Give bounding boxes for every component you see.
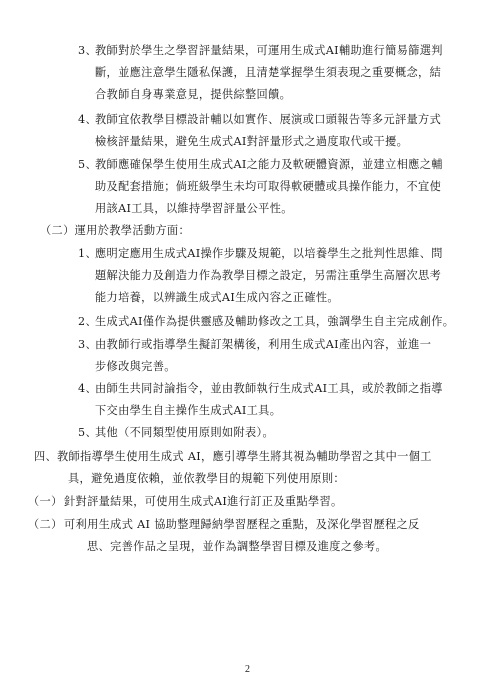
subsection-title: 運用於教學活動方面： bbox=[74, 224, 191, 237]
item-text-line: 教師宜依教學目標設計輔以如實作、展演或口頭報告等多元評量方式 bbox=[95, 113, 442, 126]
item-text-line: 針對評量結果，可使用生成式AI進行訂正及重點學習。 bbox=[64, 495, 343, 508]
list-item bbox=[78, 378, 443, 422]
item-text-line: 教師應確保學生使用生成式AI之能力及軟硬體資源，並建立相應之輔 bbox=[95, 158, 443, 171]
item-text-line: 助及配套措施；倘班級學生未均可取得軟硬體或具操作能力，不宜使 bbox=[95, 180, 442, 193]
item-text-line: 教師對於學生之學習評量結果，可運用生成式AI輔助進行簡易篩選判 bbox=[95, 44, 443, 57]
item-text-line: 其他（不同類型使用原則如附表）。 bbox=[95, 426, 275, 439]
item-text-line: 步修改與完善。 bbox=[95, 360, 176, 373]
subsection-number: （二） bbox=[40, 224, 75, 237]
list-item bbox=[78, 40, 443, 106]
item-number: 2、 bbox=[78, 315, 98, 328]
list-item bbox=[28, 514, 420, 558]
item-text-line: 應明定應用生成式AI操作步驟及規範，以培養學生之批判性思維、問 bbox=[95, 247, 443, 260]
item-text-line: 思、完善作品之呈現，並作為調整學習目標及進度之參考。 bbox=[87, 540, 387, 553]
item-number: （一） bbox=[28, 495, 63, 508]
subsection-heading bbox=[40, 220, 190, 242]
item-text-line: 合教師自身專業意見，提供綜整回饋。 bbox=[95, 88, 292, 101]
item-text-line: 能力培養，以辨識生成式AI生成內容之正確性。 bbox=[95, 291, 339, 304]
item-text-line: 可利用生成式 AI 協助整理歸納學習歷程之重點，及深化學習歷程之反 bbox=[64, 518, 420, 531]
list-item bbox=[78, 243, 443, 309]
item-text-line: 斷，並應注意學生隱私保護，且清楚掌握學生須表現之重要概念，結 bbox=[95, 66, 442, 79]
item-number: 3、 bbox=[78, 338, 98, 351]
item-text-line: 下交由學生自主操作生成式AI工具。 bbox=[95, 404, 282, 417]
item-text-line: 由師生共同討論指令，並由教師執行生成式AI工具，或於教師之指導 bbox=[95, 382, 443, 395]
section-text-line: 教師指導學生使用生成式 AI，應引導學生將其視為輔助學習之其中一個工 bbox=[57, 450, 432, 463]
list-item bbox=[78, 334, 431, 378]
item-number: 4、 bbox=[78, 113, 98, 126]
page-number: 2 bbox=[245, 664, 250, 675]
section-paragraph bbox=[34, 446, 432, 490]
item-number: 3、 bbox=[78, 44, 98, 57]
item-number: （二） bbox=[28, 518, 63, 531]
item-text-line: 由教師行或指導學生擬訂架構後，利用生成式AI產出內容，並進一 bbox=[95, 338, 432, 351]
item-text-line: 題解決能力及創造力作為教學目標之設定，另需注重學生高層次思考 bbox=[95, 269, 442, 282]
list-item bbox=[78, 311, 454, 333]
section-number: 四、 bbox=[34, 450, 58, 463]
item-number: 4、 bbox=[78, 382, 98, 395]
item-number: 1、 bbox=[78, 247, 98, 260]
item-text-line: 檢核評量結果，避免生成式AI對評量形式之過度取代或干擾。 bbox=[95, 135, 409, 148]
item-text-line: 用該AI工具，以維持學習評量公平性。 bbox=[95, 202, 293, 215]
section-text-line: 具，避免過度依賴，並依教學目的規範下列使用原則： bbox=[68, 472, 345, 485]
item-text-line: 生成式AI僅作為提供靈感及輔助修改之工具，強調學生自主完成創作。 bbox=[95, 315, 455, 328]
list-item bbox=[78, 154, 443, 220]
item-number: 5、 bbox=[78, 158, 98, 171]
list-item bbox=[78, 422, 274, 444]
list-item bbox=[78, 109, 441, 153]
item-number: 5、 bbox=[78, 426, 98, 439]
list-item bbox=[28, 491, 343, 513]
